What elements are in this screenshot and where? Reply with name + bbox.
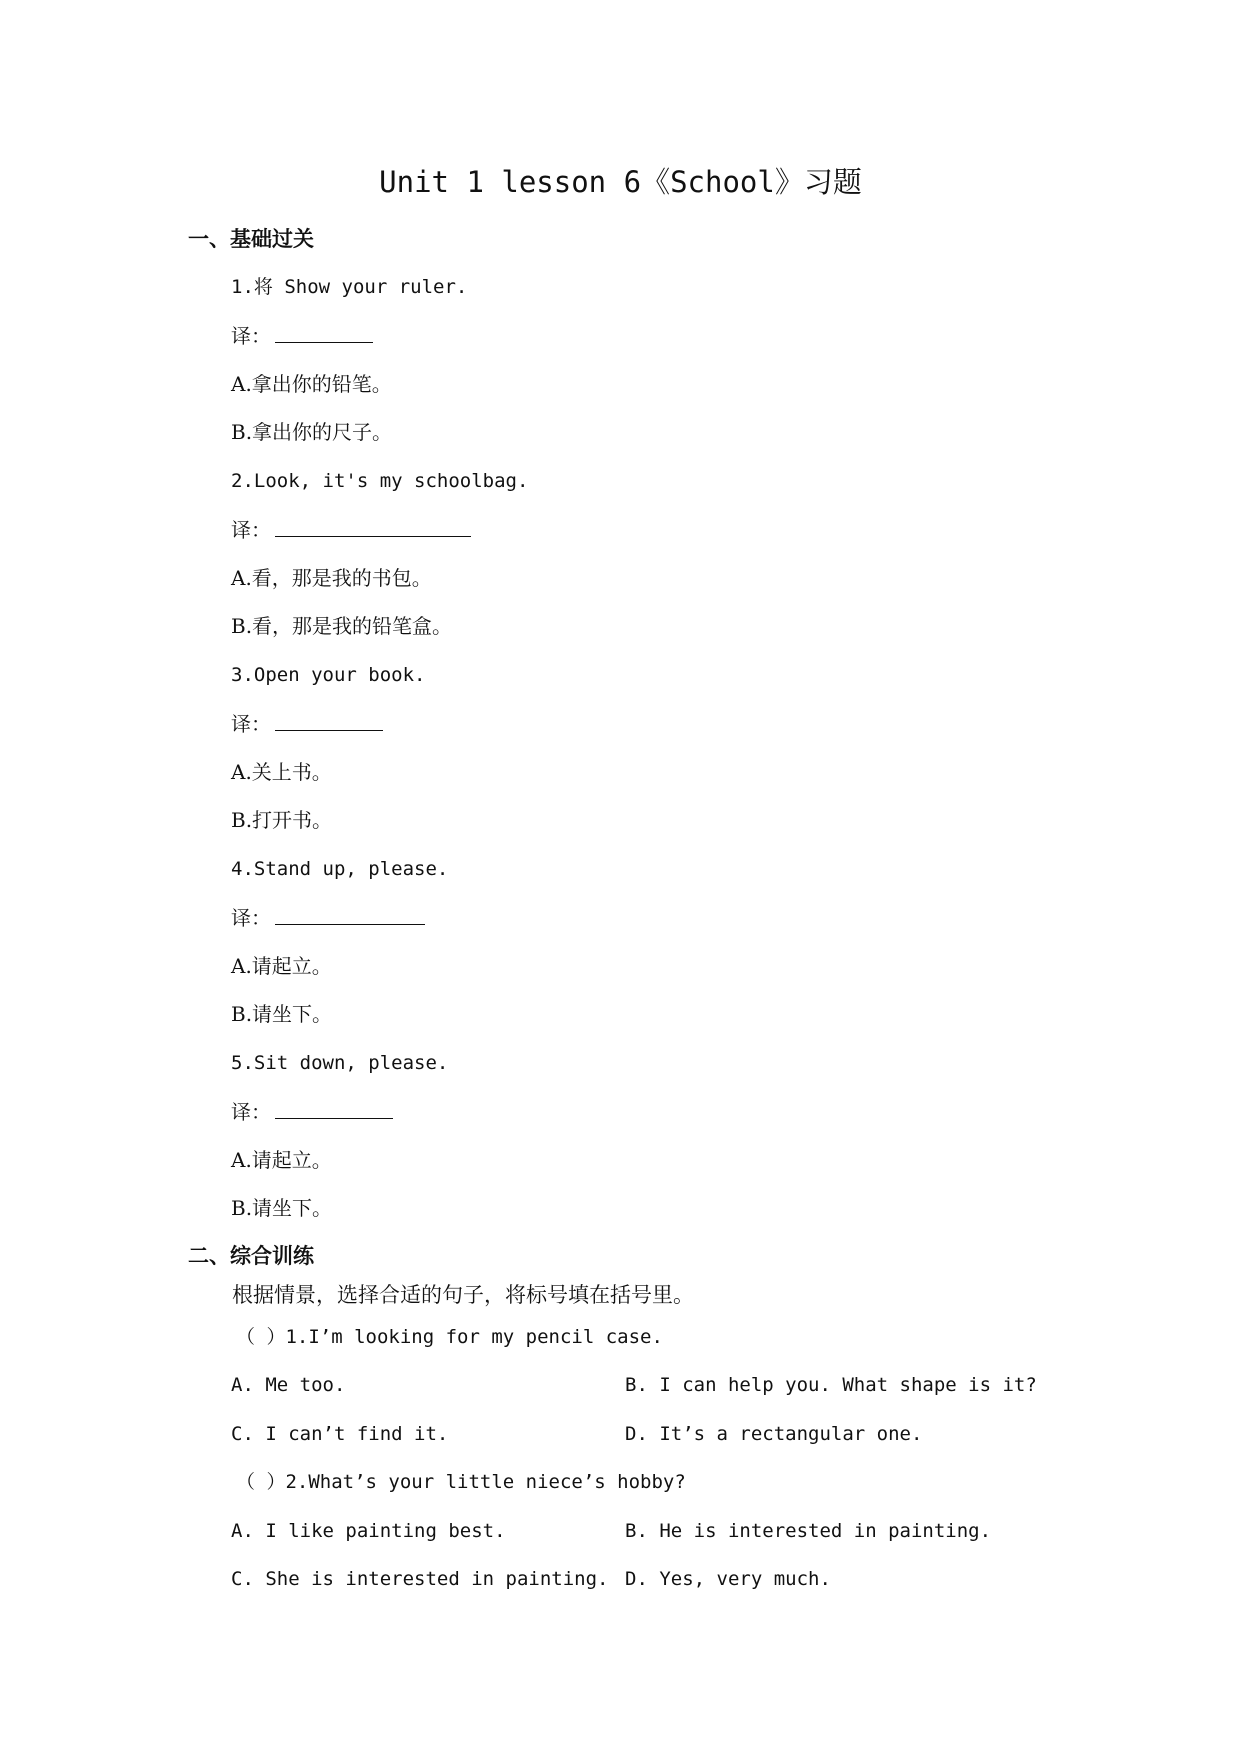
option-d: D. Yes, very much. (625, 1568, 831, 1590)
translation-line (231, 1096, 393, 1127)
question-prompt: 3.Open your book. (231, 664, 426, 686)
translate-label: 译： (231, 906, 271, 930)
instruction-text: 根据情景，选择合适的句子，将标号填在括号里。 (232, 1283, 694, 1307)
translation-line (231, 320, 373, 351)
option-a: A.请起立。 (231, 1148, 332, 1172)
translation-line (231, 708, 383, 739)
option-b: B.请坐下。 (231, 1002, 333, 1026)
option-a: A.请起立。 (231, 954, 332, 978)
section-heading-basic: 一、基础过关 (188, 227, 314, 251)
question-prompt: （ ）2.What’s your little niece’s hobby? (236, 1471, 686, 1493)
question-prompt: 4.Stand up, please. (231, 858, 449, 880)
answer-blank[interactable] (275, 1096, 393, 1119)
option-a: A.拿出你的铅笔。 (231, 372, 392, 396)
section-heading-comprehensive: 二、综合训练 (188, 1244, 314, 1268)
answer-blank[interactable] (275, 902, 425, 925)
translate-label: 译： (231, 518, 271, 542)
option-c: C. She is interested in painting. (231, 1568, 609, 1590)
question-prompt: 5.Sit down, please. (231, 1052, 449, 1074)
page-title: Unit 1 lesson 6《School》习题 (379, 165, 862, 199)
option-b: B.请坐下。 (231, 1196, 333, 1220)
question-prompt: 1.将 Show your ruler. (231, 276, 468, 298)
question-prompt: 2.Look, it's my schoolbag. (231, 470, 529, 492)
option-b: B.看，那是我的铅笔盒。 (231, 614, 453, 638)
option-b: B. He is interested in painting. (625, 1520, 992, 1542)
answer-blank[interactable] (275, 320, 373, 343)
question-prompt: （ ）1.I’m looking for my pencil case. (236, 1326, 663, 1348)
option-a: A. I like painting best. (231, 1520, 506, 1542)
option-d: D. It’s a rectangular one. (625, 1423, 923, 1445)
answer-blank[interactable] (275, 514, 471, 537)
translate-label: 译： (231, 1100, 271, 1124)
translation-line (231, 902, 425, 933)
option-b: B.拿出你的尺子。 (231, 420, 393, 444)
option-a: A.看，那是我的书包。 (231, 566, 432, 590)
translation-line (231, 514, 471, 545)
answer-blank[interactable] (275, 708, 383, 731)
translate-label: 译： (231, 712, 271, 736)
option-a: A. Me too. (231, 1374, 346, 1396)
translate-label: 译： (231, 324, 271, 348)
option-b: B. I can help you. What shape is it? (625, 1374, 1037, 1396)
option-a: A.关上书。 (231, 760, 332, 784)
option-c: C. I can’t find it. (231, 1423, 449, 1445)
option-b: B.打开书。 (231, 808, 333, 832)
